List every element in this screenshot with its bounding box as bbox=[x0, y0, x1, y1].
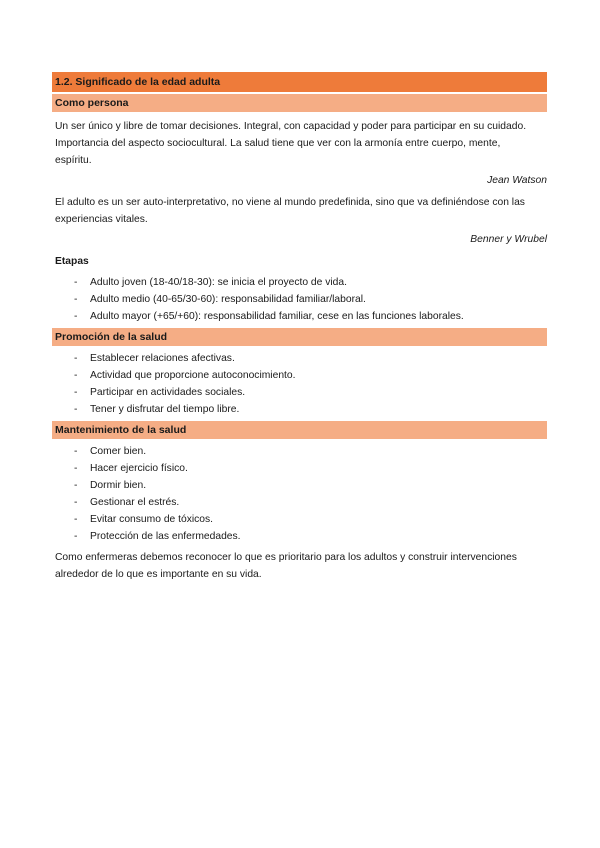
heading-promocion: Promoción de la salud bbox=[52, 328, 547, 346]
paragraph-benner: El adulto es un ser auto-interpretativo, no viene al mundo predefinida, sino que va definiéndose con las experiencias vitales. bbox=[55, 197, 525, 225]
list-item: - Establecer relaciones afectivas. bbox=[52, 350, 547, 367]
list-item: - Evitar consumo de tóxicos. bbox=[52, 511, 547, 528]
mantenimiento-list bbox=[52, 443, 547, 545]
dash-bullet: - bbox=[74, 370, 78, 381]
dash-bullet: - bbox=[74, 480, 78, 491]
list-item: - Hacer ejercicio físico. bbox=[52, 460, 547, 477]
paragraph-watson: Un ser único y libre de tomar decisiones. Integral, con capacidad y poder para participar en su cuidado. Importancia del aspecto sociocultural. La salud tiene que ver con la armonía entre cuerpo, mente, espíritu. bbox=[55, 121, 527, 166]
promocion-list bbox=[52, 350, 547, 418]
list-item: - Adulto joven (18-40/18-30): se inicia el proyecto de vida. bbox=[52, 274, 547, 291]
list-item: - Adulto mayor (+65/+60): responsabilidad familiar, cese en las funciones laborales. bbox=[52, 308, 547, 325]
list-item: - Gestionar el estrés. bbox=[52, 494, 547, 511]
list-item: - Dormir bien. bbox=[52, 477, 547, 494]
heading-como-persona: Como persona bbox=[52, 94, 547, 112]
section-title: 1.2. Significado de la edad adulta bbox=[52, 72, 547, 92]
list-item: - Adulto medio (40-65/30-60): responsabilidad familiar/laboral. bbox=[52, 291, 547, 308]
document-page bbox=[52, 72, 547, 583]
dash-bullet: - bbox=[74, 404, 78, 415]
dash-bullet: - bbox=[74, 463, 78, 474]
dash-bullet: - bbox=[74, 497, 78, 508]
dash-bullet: - bbox=[74, 446, 78, 457]
dash-bullet: - bbox=[74, 311, 78, 322]
dash-bullet: - bbox=[74, 531, 78, 542]
dash-bullet: - bbox=[74, 353, 78, 364]
list-item: - Tener y disfrutar del tiempo libre. bbox=[52, 401, 547, 418]
list-item: - Comer bien. bbox=[52, 443, 547, 460]
list-item: - Participar en actividades sociales. bbox=[52, 384, 547, 401]
etapas-list bbox=[52, 274, 547, 325]
quote-attribution-benner: Benner y Wrubel bbox=[470, 234, 547, 245]
closing-paragraph: Como enfermeras debemos reconocer lo que es prioritario para los adultos y construir intervenciones alrededor de lo que es importante en su vida. bbox=[55, 552, 517, 580]
list-item: - Protección de las enfermedades. bbox=[52, 528, 547, 545]
list-item: - Actividad que proporcione autoconocimiento. bbox=[52, 367, 547, 384]
etapas-heading: Etapas bbox=[55, 256, 89, 267]
dash-bullet: - bbox=[74, 294, 78, 305]
dash-bullet: - bbox=[74, 387, 78, 398]
dash-bullet: - bbox=[74, 514, 78, 525]
quote-attribution-watson: Jean Watson bbox=[487, 175, 547, 186]
heading-mantenimiento: Mantenimiento de la salud bbox=[52, 421, 547, 439]
dash-bullet: - bbox=[74, 277, 78, 288]
